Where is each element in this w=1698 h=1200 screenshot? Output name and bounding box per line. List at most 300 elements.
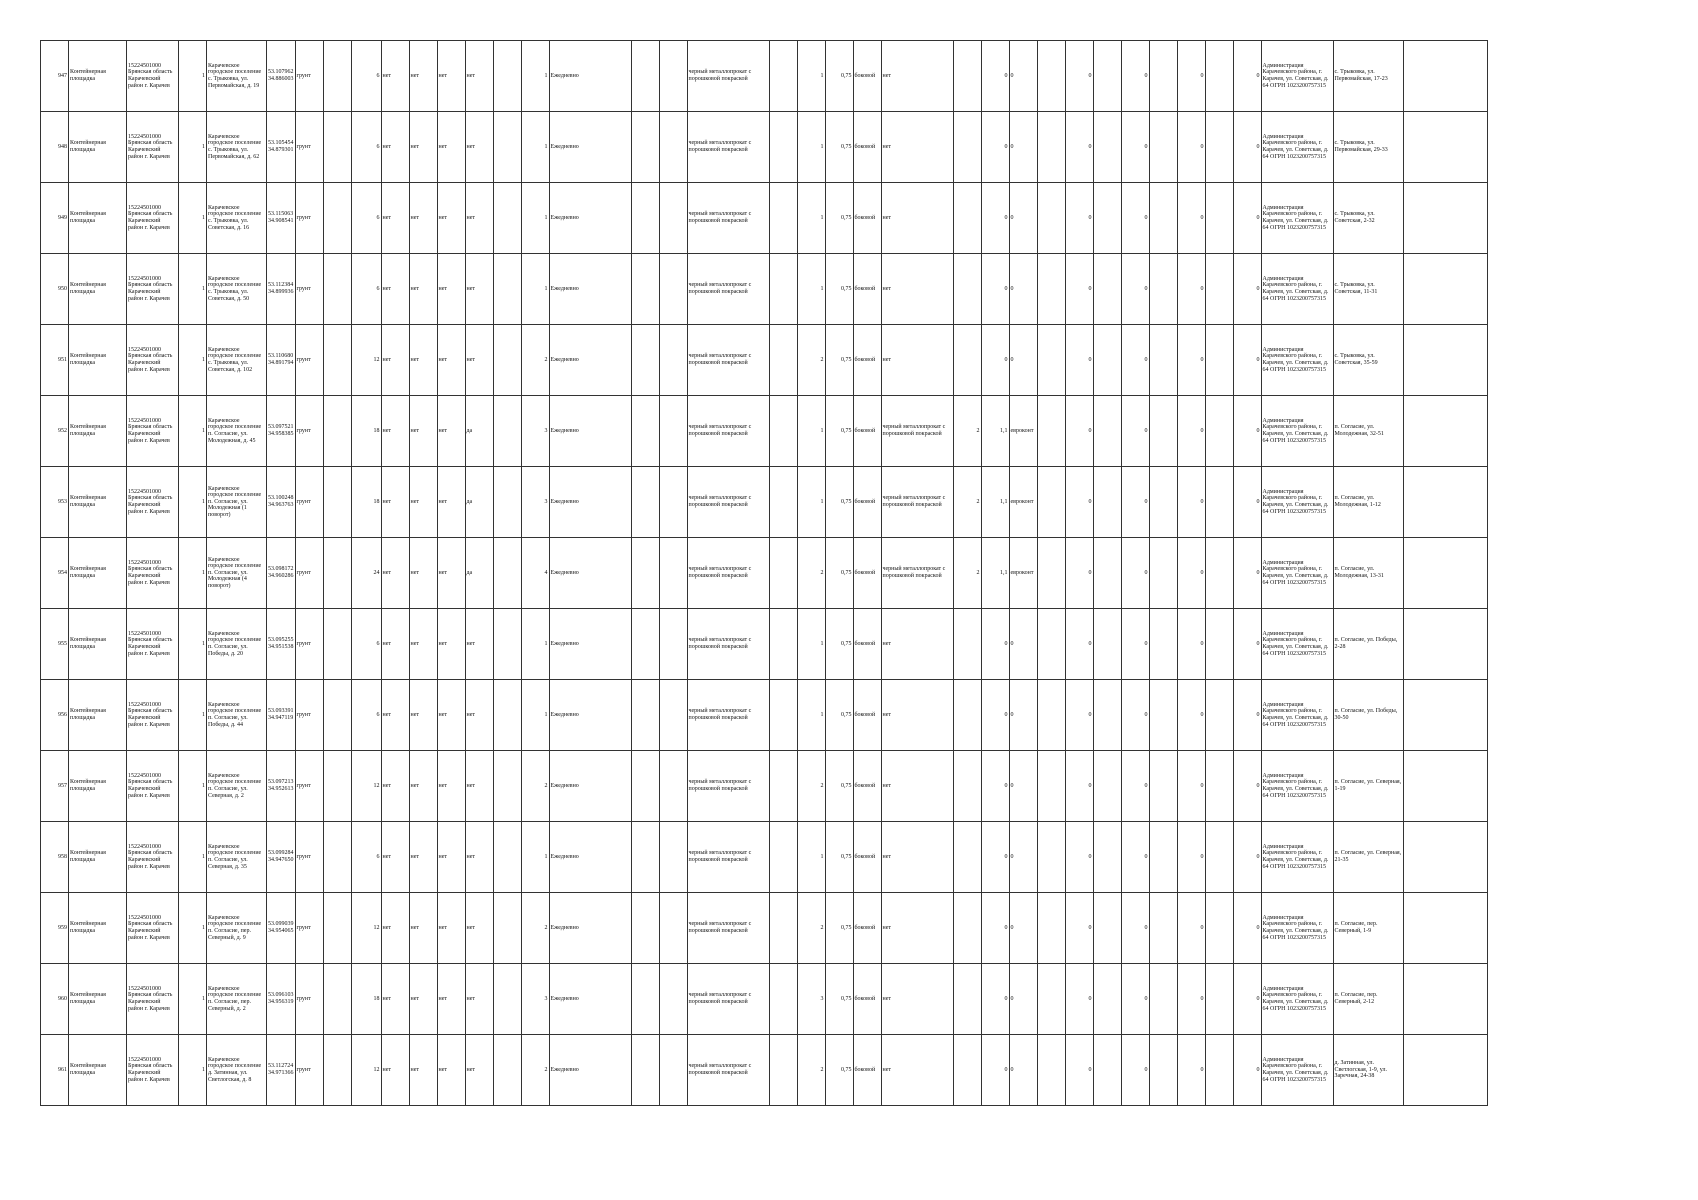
empty-cell (769, 680, 797, 751)
empty-cell (1205, 467, 1233, 538)
zero-cell: 0 (1233, 893, 1261, 964)
pickup-schedule: Ежедневно (549, 325, 631, 396)
empty-cell (1037, 325, 1065, 396)
flag-cell: нет (465, 893, 493, 964)
extra-kind: евроконт (1009, 538, 1037, 609)
empty-cell (1093, 822, 1121, 893)
count-cell: 1 (179, 751, 207, 822)
empty-cell (1205, 254, 1233, 325)
empty-cell (493, 41, 521, 112)
empty-cell (1149, 751, 1177, 822)
oktmo-location: 15224501000 Брянская область Карачевский район г. Карачев (127, 112, 179, 183)
pickup-schedule: Ежедневно (549, 183, 631, 254)
empty-cell (769, 183, 797, 254)
container-volume: 0,75 (825, 41, 853, 112)
container-material: черный металлопрокат с порошковой покраской (687, 964, 769, 1035)
flag-cell: нет (409, 751, 437, 822)
flag-cell: нет (437, 609, 465, 680)
empty-cell (493, 893, 521, 964)
extra-qty (953, 751, 981, 822)
container-count: 2 (521, 1035, 549, 1106)
empty-cell (1149, 325, 1177, 396)
loading-type: боковой (853, 680, 881, 751)
empty-cell (631, 609, 659, 680)
table-row (41, 964, 1488, 1035)
count-cell: 1 (179, 183, 207, 254)
empty-cell (769, 254, 797, 325)
flag-cell: нет (437, 183, 465, 254)
owner-info: Администрация Карачевского района, г. Карачев, ул. Советская, д. 64 ОГРН 1023200757315 (1261, 396, 1333, 467)
coordinates: 53.110680 34.891794 (267, 325, 296, 396)
served-addresses: п. Согласие, пер. Северный, 2-12 (1333, 964, 1403, 1035)
zero-cell: 0 (1121, 538, 1149, 609)
pickup-schedule: Ежедневно (549, 538, 631, 609)
area-value: 24 (351, 538, 381, 609)
surface-type: грунт (295, 183, 323, 254)
table-row (41, 325, 1488, 396)
row-number: 952 (41, 396, 69, 467)
row-number: 956 (41, 680, 69, 751)
loading-type: боковой (853, 893, 881, 964)
area-value: 12 (351, 751, 381, 822)
count-cell: 1 (179, 41, 207, 112)
served-addresses: п. Согласие, пер. Северный, 1-9 (1333, 893, 1403, 964)
zero-cell: 0 (1121, 325, 1149, 396)
flag-cell: нет (437, 538, 465, 609)
loading-type: боковой (853, 1035, 881, 1106)
flag-cell: нет (381, 112, 409, 183)
pickup-schedule: Ежедневно (549, 467, 631, 538)
area-value: 12 (351, 1035, 381, 1106)
empty-cell (659, 538, 687, 609)
zero-cell: 0 (1233, 822, 1261, 893)
loading-type: боковой (853, 609, 881, 680)
empty-cell (1149, 822, 1177, 893)
container-volume: 0,75 (825, 183, 853, 254)
served-addresses: п. Согласие, ул. Северная, 21-35 (1333, 822, 1403, 893)
empty-cell (659, 751, 687, 822)
extra-volume: 0 (981, 183, 1009, 254)
zero-cell: 0 (1177, 1035, 1205, 1106)
empty-cell (1205, 1035, 1233, 1106)
site-address: Карачевское городское поселение п. Согласие, ул. Северная, д. 2 (207, 751, 267, 822)
area-value: 18 (351, 964, 381, 1035)
count-cell: 1 (179, 893, 207, 964)
empty-cell (493, 680, 521, 751)
area-value: 6 (351, 112, 381, 183)
flag-cell: нет (437, 1035, 465, 1106)
empty-cell (1403, 964, 1487, 1035)
empty-cell (323, 680, 351, 751)
count-cell: 1 (179, 680, 207, 751)
table-row (41, 609, 1488, 680)
empty-cell (769, 609, 797, 680)
empty-cell (323, 254, 351, 325)
container-count: 1 (521, 609, 549, 680)
container-count: 2 (521, 325, 549, 396)
owner-info: Администрация Карачевского района, г. Карачев, ул. Советская, д. 64 ОГРН 1023200757315 (1261, 751, 1333, 822)
container-qty: 3 (797, 964, 825, 1035)
zero-cell: 0 (1065, 1035, 1093, 1106)
loading-type: боковой (853, 183, 881, 254)
container-material: черный металлопрокат с порошковой покраской (687, 822, 769, 893)
zero-cell: 0 (1121, 183, 1149, 254)
empty-cell (1037, 112, 1065, 183)
empty-cell (1205, 325, 1233, 396)
owner-info: Администрация Карачевского района, г. Карачев, ул. Советская, д. 64 ОГРН 1023200757315 (1261, 964, 1333, 1035)
empty-cell (659, 609, 687, 680)
extra-qty (953, 325, 981, 396)
zero-cell: 0 (1121, 41, 1149, 112)
surface-type: грунт (295, 396, 323, 467)
flag-cell: нет (409, 964, 437, 1035)
flag-cell: нет (409, 396, 437, 467)
empty-cell (493, 538, 521, 609)
extra-kind: 0 (1009, 112, 1037, 183)
container-qty: 2 (797, 1035, 825, 1106)
empty-cell (659, 822, 687, 893)
empty-cell (493, 467, 521, 538)
empty-cell (1149, 396, 1177, 467)
extra-container: нет (881, 254, 953, 325)
flag-cell: нет (437, 325, 465, 396)
zero-cell: 0 (1177, 467, 1205, 538)
zero-cell: 0 (1177, 254, 1205, 325)
container-material: черный металлопрокат с порошковой покраской (687, 112, 769, 183)
owner-info: Администрация Карачевского района, г. Карачев, ул. Советская, д. 64 ОГРН 1023200757315 (1261, 609, 1333, 680)
zero-cell: 0 (1177, 822, 1205, 893)
container-material: черный металлопрокат с порошковой покраской (687, 609, 769, 680)
pickup-schedule: Ежедневно (549, 1035, 631, 1106)
container-material: черный металлопрокат с порошковой покраской (687, 183, 769, 254)
empty-cell (493, 112, 521, 183)
site-address: Карачевское городское поселение п. Согласие, ул. Победы, д. 44 (207, 680, 267, 751)
flag-cell: нет (381, 254, 409, 325)
empty-cell (1037, 751, 1065, 822)
container-material: черный металлопрокат с порошковой покраской (687, 680, 769, 751)
zero-cell: 0 (1121, 1035, 1149, 1106)
empty-cell (323, 467, 351, 538)
zero-cell: 0 (1177, 893, 1205, 964)
zero-cell: 0 (1121, 396, 1149, 467)
container-count: 1 (521, 41, 549, 112)
flag-cell: нет (381, 467, 409, 538)
pickup-schedule: Ежедневно (549, 751, 631, 822)
container-volume: 0,75 (825, 396, 853, 467)
container-volume: 0,75 (825, 112, 853, 183)
served-addresses: с. Трыковка, ул. Первомайская, 29-33 (1333, 112, 1403, 183)
pickup-schedule: Ежедневно (549, 112, 631, 183)
flag-cell: да (465, 396, 493, 467)
container-volume: 0,75 (825, 751, 853, 822)
loading-type: боковой (853, 538, 881, 609)
pickup-schedule: Ежедневно (549, 680, 631, 751)
empty-cell (1093, 893, 1121, 964)
row-number: 948 (41, 112, 69, 183)
pickup-schedule: Ежедневно (549, 893, 631, 964)
area-value: 6 (351, 680, 381, 751)
zero-cell: 0 (1177, 609, 1205, 680)
pickup-schedule: Ежедневно (549, 609, 631, 680)
flag-cell: нет (381, 893, 409, 964)
empty-cell (1403, 680, 1487, 751)
loading-type: боковой (853, 41, 881, 112)
oktmo-location: 15224501000 Брянская область Карачевский район г. Карачев (127, 41, 179, 112)
zero-cell: 0 (1233, 254, 1261, 325)
empty-cell (631, 325, 659, 396)
extra-volume: 0 (981, 893, 1009, 964)
flag-cell: нет (381, 964, 409, 1035)
owner-info: Администрация Карачевского района, г. Карачев, ул. Советская, д. 64 ОГРН 1023200757315 (1261, 183, 1333, 254)
served-addresses: с. Трыковка, ул. Советская, 11-31 (1333, 254, 1403, 325)
empty-cell (631, 822, 659, 893)
empty-cell (323, 609, 351, 680)
extra-volume: 1,1 (981, 467, 1009, 538)
empty-cell (1093, 254, 1121, 325)
area-value: 12 (351, 325, 381, 396)
zero-cell: 0 (1065, 112, 1093, 183)
zero-cell: 0 (1121, 254, 1149, 325)
flag-cell: нет (437, 41, 465, 112)
pickup-schedule: Ежедневно (549, 396, 631, 467)
owner-info: Администрация Карачевского района, г. Карачев, ул. Советская, д. 64 ОГРН 1023200757315 (1261, 41, 1333, 112)
count-cell: 1 (179, 1035, 207, 1106)
empty-cell (1037, 964, 1065, 1035)
empty-cell (323, 1035, 351, 1106)
zero-cell: 0 (1065, 893, 1093, 964)
extra-container: нет (881, 964, 953, 1035)
empty-cell (493, 254, 521, 325)
zero-cell: 0 (1065, 254, 1093, 325)
zero-cell: 0 (1177, 325, 1205, 396)
empty-cell (1149, 680, 1177, 751)
empty-cell (493, 325, 521, 396)
flag-cell: нет (465, 822, 493, 893)
container-volume: 0,75 (825, 893, 853, 964)
oktmo-location: 15224501000 Брянская область Карачевский район г. Карачев (127, 183, 179, 254)
table-row (41, 680, 1488, 751)
zero-cell: 0 (1065, 609, 1093, 680)
served-addresses: д. Затинная, ул. Светлогская, 1-9, ул. Заречная, 24-38 (1333, 1035, 1403, 1106)
area-value: 18 (351, 467, 381, 538)
site-type: Контейнерная площадка (69, 964, 127, 1035)
empty-cell (1403, 893, 1487, 964)
empty-cell (1149, 183, 1177, 254)
extra-container: нет (881, 325, 953, 396)
flag-cell: нет (465, 680, 493, 751)
oktmo-location: 15224501000 Брянская область Карачевский район г. Карачев (127, 254, 179, 325)
zero-cell: 0 (1065, 396, 1093, 467)
container-count: 3 (521, 964, 549, 1035)
zero-cell: 0 (1233, 751, 1261, 822)
extra-container: черный металлопрокат с порошковой покраской (881, 467, 953, 538)
served-addresses: п. Согласие, ул. Северная, 1-19 (1333, 751, 1403, 822)
coordinates: 53.097213 34.952613 (267, 751, 296, 822)
row-number: 950 (41, 254, 69, 325)
flag-cell: нет (409, 609, 437, 680)
count-cell: 1 (179, 609, 207, 680)
count-cell: 1 (179, 538, 207, 609)
zero-cell: 0 (1065, 183, 1093, 254)
owner-info: Администрация Карачевского района, г. Карачев, ул. Советская, д. 64 ОГРН 1023200757315 (1261, 325, 1333, 396)
empty-cell (631, 964, 659, 1035)
flag-cell: нет (465, 183, 493, 254)
served-addresses: п. Согласие, ул. Победы, 30-50 (1333, 680, 1403, 751)
row-number: 958 (41, 822, 69, 893)
extra-kind: 0 (1009, 893, 1037, 964)
flag-cell: нет (465, 1035, 493, 1106)
zero-cell: 0 (1121, 112, 1149, 183)
site-address: Карачевское городское поселение п. Согласие, пер. Северный, д. 9 (207, 893, 267, 964)
empty-cell (1037, 41, 1065, 112)
empty-cell (769, 396, 797, 467)
empty-cell (769, 822, 797, 893)
container-material: черный металлопрокат с порошковой покраской (687, 41, 769, 112)
flag-cell: нет (409, 41, 437, 112)
coordinates: 53.112724 34.971366 (267, 1035, 296, 1106)
container-material: черный металлопрокат с порошковой покраской (687, 325, 769, 396)
zero-cell: 0 (1177, 751, 1205, 822)
container-count: 2 (521, 893, 549, 964)
container-qty: 2 (797, 325, 825, 396)
site-type: Контейнерная площадка (69, 467, 127, 538)
extra-kind: 0 (1009, 822, 1037, 893)
pickup-schedule: Ежедневно (549, 822, 631, 893)
extra-volume: 1,1 (981, 396, 1009, 467)
served-addresses: п. Согласие, ул. Победы, 2-28 (1333, 609, 1403, 680)
surface-type: грунт (295, 254, 323, 325)
row-number: 947 (41, 41, 69, 112)
empty-cell (1205, 112, 1233, 183)
empty-cell (1403, 609, 1487, 680)
empty-cell (659, 183, 687, 254)
zero-cell: 0 (1177, 396, 1205, 467)
extra-qty (953, 680, 981, 751)
extra-volume: 0 (981, 254, 1009, 325)
extra-volume: 0 (981, 964, 1009, 1035)
flag-cell: нет (381, 751, 409, 822)
container-count: 1 (521, 112, 549, 183)
site-address: Карачевское городское поселение п. Согласие, ул. Победы, д. 20 (207, 609, 267, 680)
empty-cell (1093, 751, 1121, 822)
empty-cell (769, 1035, 797, 1106)
empty-cell (493, 1035, 521, 1106)
site-address: Карачевское городское поселение п. Согласие, ул. Молодежная (4 поворот) (207, 538, 267, 609)
extra-container: нет (881, 183, 953, 254)
registry-table-body (41, 41, 1488, 1106)
site-address: Карачевское городское поселение п. Согласие, ул. Молодежная (1 поворот) (207, 467, 267, 538)
flag-cell: нет (465, 254, 493, 325)
empty-cell (1403, 396, 1487, 467)
site-type: Контейнерная площадка (69, 538, 127, 609)
empty-cell (631, 254, 659, 325)
empty-cell (631, 467, 659, 538)
surface-type: грунт (295, 1035, 323, 1106)
owner-info: Администрация Карачевского района, г. Карачев, ул. Советская, д. 64 ОГРН 1023200757315 (1261, 538, 1333, 609)
extra-kind: 0 (1009, 183, 1037, 254)
zero-cell: 0 (1233, 41, 1261, 112)
empty-cell (1093, 964, 1121, 1035)
flag-cell: нет (465, 964, 493, 1035)
owner-info: Администрация Карачевского района, г. Карачев, ул. Советская, д. 64 ОГРН 1023200757315 (1261, 680, 1333, 751)
zero-cell: 0 (1233, 396, 1261, 467)
extra-qty (953, 41, 981, 112)
empty-cell (1037, 254, 1065, 325)
flag-cell: нет (409, 538, 437, 609)
oktmo-location: 15224501000 Брянская область Карачевский район г. Карачев (127, 467, 179, 538)
extra-container: нет (881, 609, 953, 680)
zero-cell: 0 (1065, 538, 1093, 609)
flag-cell: нет (409, 893, 437, 964)
empty-cell (631, 538, 659, 609)
extra-kind: 0 (1009, 254, 1037, 325)
container-qty: 2 (797, 893, 825, 964)
flag-cell: нет (381, 609, 409, 680)
empty-cell (1093, 1035, 1121, 1106)
extra-volume: 1,1 (981, 538, 1009, 609)
site-address: Карачевское городское поселение с. Трыковка, ул. Советская, д. 16 (207, 183, 267, 254)
count-cell: 1 (179, 396, 207, 467)
extra-qty (953, 822, 981, 893)
zero-cell: 0 (1233, 183, 1261, 254)
count-cell: 1 (179, 467, 207, 538)
row-number: 955 (41, 609, 69, 680)
empty-cell (1037, 893, 1065, 964)
extra-volume: 0 (981, 41, 1009, 112)
zero-cell: 0 (1065, 964, 1093, 1035)
empty-cell (1149, 893, 1177, 964)
empty-cell (1205, 964, 1233, 1035)
flag-cell: нет (409, 680, 437, 751)
container-count: 3 (521, 467, 549, 538)
container-volume: 0,75 (825, 964, 853, 1035)
flag-cell: да (465, 467, 493, 538)
flag-cell: нет (437, 680, 465, 751)
zero-cell: 0 (1233, 325, 1261, 396)
empty-cell (769, 325, 797, 396)
flag-cell: нет (437, 467, 465, 538)
flag-cell: нет (437, 964, 465, 1035)
extra-qty (953, 964, 981, 1035)
loading-type: боковой (853, 751, 881, 822)
zero-cell: 0 (1233, 964, 1261, 1035)
served-addresses: п. Согласие, ул. Молодежная, 32-51 (1333, 396, 1403, 467)
empty-cell (659, 396, 687, 467)
zero-cell: 0 (1121, 680, 1149, 751)
empty-cell (631, 396, 659, 467)
empty-cell (1149, 609, 1177, 680)
empty-cell (1093, 467, 1121, 538)
flag-cell: нет (409, 183, 437, 254)
table-row (41, 893, 1488, 964)
empty-cell (323, 964, 351, 1035)
extra-volume: 0 (981, 609, 1009, 680)
empty-cell (659, 964, 687, 1035)
empty-cell (1037, 680, 1065, 751)
extra-qty: 2 (953, 396, 981, 467)
coordinates: 53.100248 34.963763 (267, 467, 296, 538)
count-cell: 1 (179, 254, 207, 325)
flag-cell: нет (409, 112, 437, 183)
empty-cell (1403, 41, 1487, 112)
site-type: Контейнерная площадка (69, 183, 127, 254)
container-count: 2 (521, 751, 549, 822)
empty-cell (769, 751, 797, 822)
area-value: 6 (351, 822, 381, 893)
empty-cell (1403, 467, 1487, 538)
coordinates: 53.098172 34.960286 (267, 538, 296, 609)
pickup-schedule: Ежедневно (549, 254, 631, 325)
